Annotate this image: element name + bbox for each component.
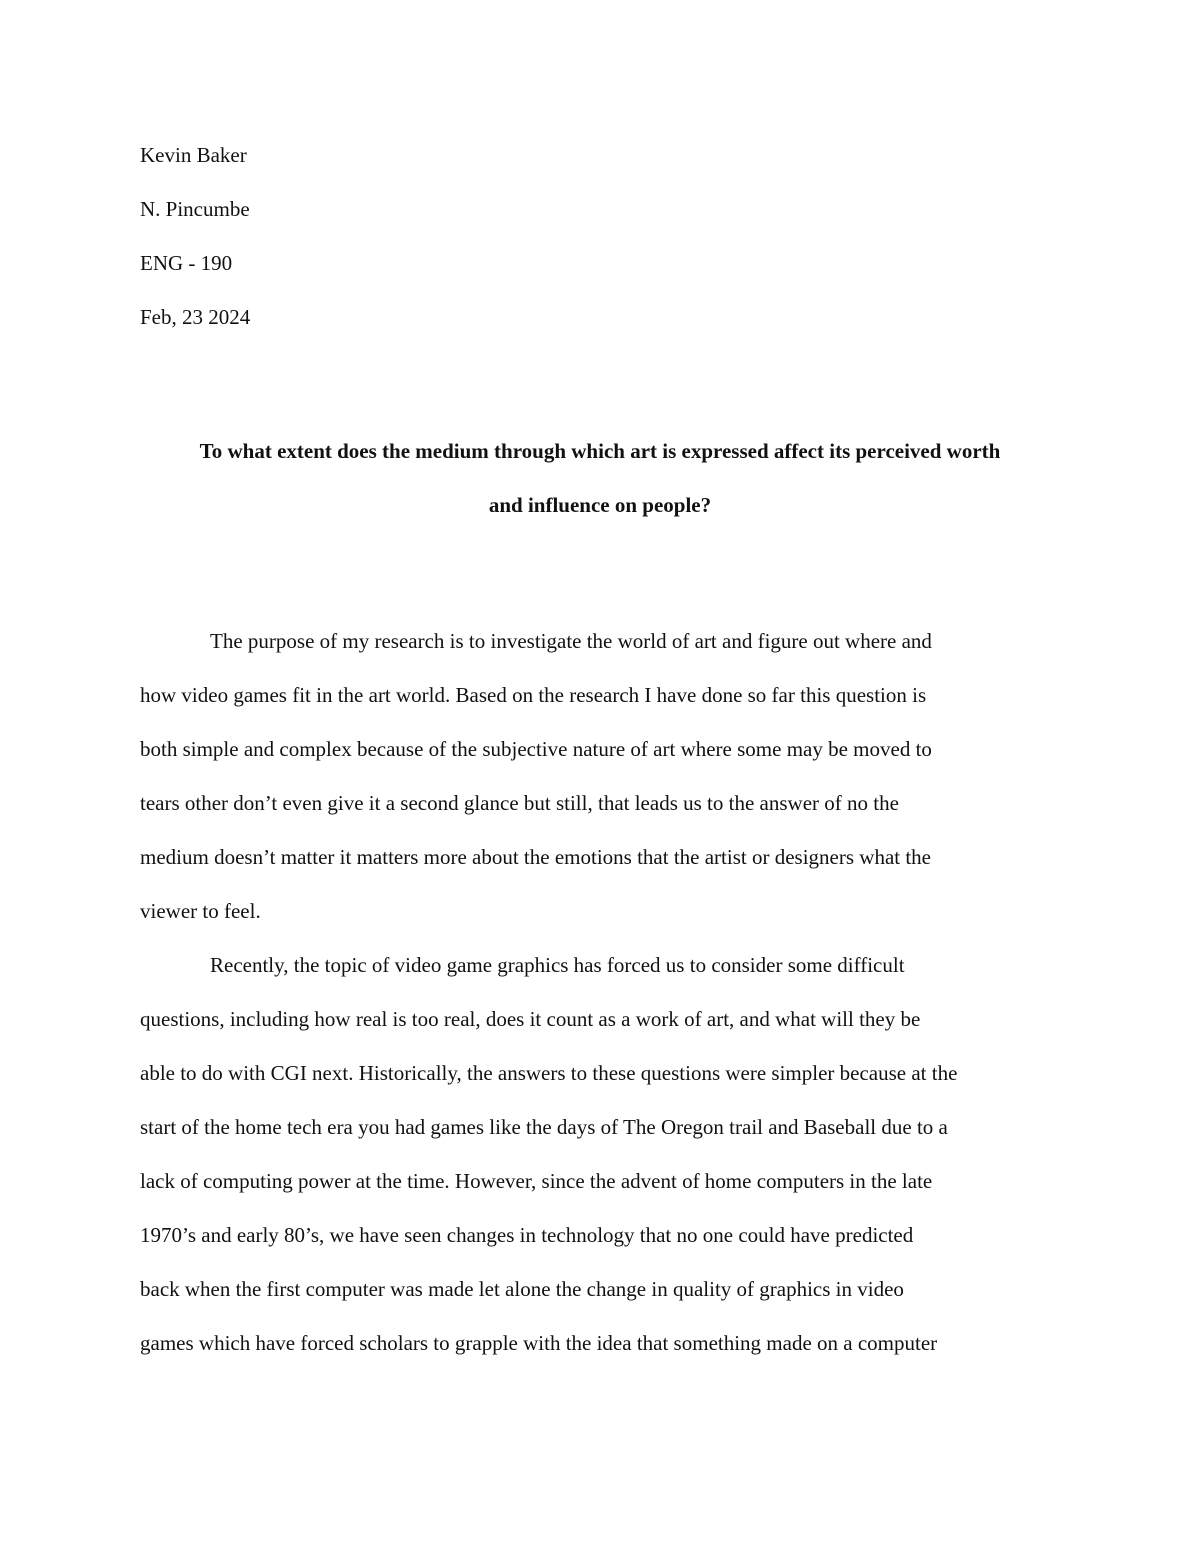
- paragraph-line: start of the home tech era you had games like the days of The Oregon trail and Baseball due to a: [140, 1115, 948, 1139]
- paragraph-line: viewer to feel.: [140, 899, 261, 923]
- document-body: [140, 614, 1060, 1370]
- paragraph-line: back when the first computer was made let alone the change in quality of graphics in video: [140, 1277, 904, 1301]
- instructor-name: N. Pincumbe: [140, 197, 250, 221]
- title-line: and influence on people?: [488, 493, 712, 517]
- paragraph-line: how video games fit in the art world. Based on the research I have done so far this question is: [140, 683, 927, 707]
- paragraph-line: both simple and complex because of the subjective nature of art where some may be moved to: [140, 737, 932, 761]
- paragraph-line: able to do with CGI next. Historically, the answers to these questions were simpler because at the: [140, 1061, 958, 1085]
- paragraph-line: The purpose of my research is to investigate the world of art and figure out where and: [210, 629, 932, 653]
- document-content: [140, 128, 1060, 1370]
- course-name: ENG - 190: [140, 251, 233, 275]
- mla-header: [140, 128, 1060, 344]
- paragraph: [140, 938, 1060, 1370]
- paragraph-line: 1970’s and early 80’s, we have seen changes in technology that no one could have predicted: [140, 1223, 914, 1247]
- document-title: [140, 424, 1060, 532]
- paragraph-line: lack of computing power at the time. However, since the advent of home computers in the late: [140, 1169, 933, 1193]
- author-name: Kevin Baker: [140, 143, 247, 167]
- paragraph: [140, 614, 1060, 938]
- paragraph-line: medium doesn’t matter it matters more about the emotions that the artist or designers what the: [140, 845, 932, 869]
- paragraph-line: tears other don’t even give it a second glance but still, that leads us to the answer of no the: [140, 791, 899, 815]
- paragraph-line: questions, including how real is too real, does it count as a work of art, and what will they be: [140, 1007, 921, 1031]
- document-date: Feb, 23 2024: [140, 305, 251, 329]
- paragraph-line: Recently, the topic of video game graphics has forced us to consider some difficult: [210, 953, 905, 977]
- paragraph-line: games which have forced scholars to grapple with the idea that something made on a computer: [140, 1331, 938, 1355]
- title-line: To what extent does the medium through which art is expressed affect its perceived worth: [199, 439, 1001, 463]
